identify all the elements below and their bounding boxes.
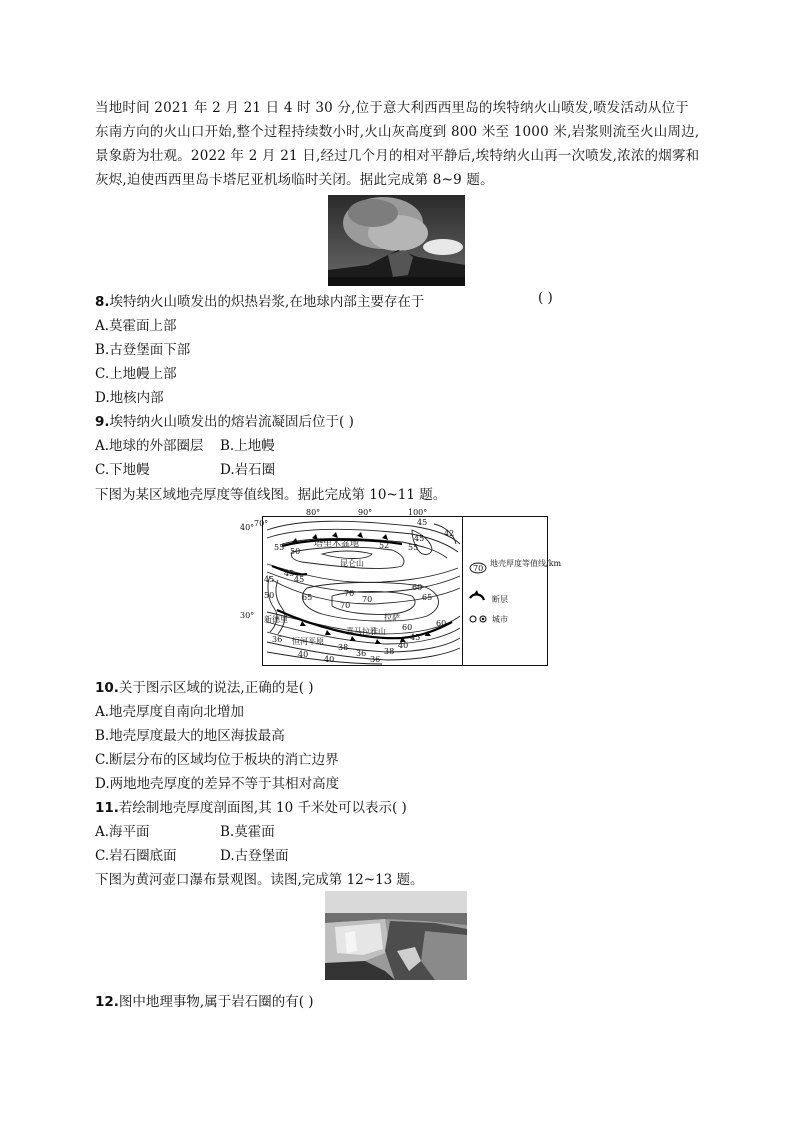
legend-fault-label: 断层: [492, 595, 508, 604]
question-10-text: 关于图示区域的说法,正确的是( ): [118, 680, 314, 696]
map-place-ganges: 恒河平原: [292, 637, 324, 646]
contour-value: 40: [398, 641, 409, 650]
question-9-option-c: C.下地幔: [95, 462, 150, 478]
question-9-option-b: B.上地幔: [220, 438, 275, 454]
contour-value: 38: [338, 643, 349, 652]
question-10-option-a: A.地壳厚度自南向北增加: [95, 704, 245, 720]
legend-city-label: 城市: [492, 615, 508, 624]
contour-value: 70: [340, 601, 351, 610]
map-lat-label: 40°: [240, 523, 255, 532]
question-11-option-c: C.岩石圈底面: [95, 848, 177, 864]
map-lon-label: 70°: [254, 519, 269, 528]
contour-value: 70: [344, 589, 355, 598]
question-11-text: 若绘制地壳厚度剖面图,其 10 千米处可以表示( ): [118, 800, 407, 816]
contour-value: 40: [324, 655, 335, 664]
intro-volcano-paragraph: 当地时间 2021 年 2 月 21 日 4 时 30 分,位于意大利西西里岛的埃特纳火山喷发,喷发活动从位于东南方向的火山口开始,整个过程持续数小时,火山灰高度到 800 米至 1000 米,岩浆则流至火山周边,景象蔚为壮观。2022 年 2 月 21 日,经过几个月的相对平静后,埃特纳火山再一次喷发,浓浓的烟雾和灰烬,迫使西西里岛卡塔尼亚机场临时关闭。据此完成第 8~9 题。: [95, 100, 700, 188]
contour-value: 36: [356, 649, 367, 658]
question-12-number: 12.: [95, 994, 119, 1010]
question-9-text: 埃特纳火山喷发出的熔岩流凝固后位于( ): [109, 414, 354, 430]
map-place-lhasa: 拉萨: [384, 613, 400, 622]
contour-value: 65: [422, 593, 433, 602]
contour-value: 60: [436, 619, 447, 628]
question-11-option-a: A.海平面: [95, 824, 150, 840]
contour-value: 45: [284, 569, 295, 578]
question-10-number: 10.: [95, 680, 119, 696]
contour-value: 52: [379, 541, 390, 550]
contour-value: 45: [264, 575, 275, 584]
map-place-newdelhi: 新德里: [264, 615, 288, 624]
contour-value: 60: [402, 623, 413, 632]
question-11-option-d: D.古登堡面: [220, 848, 289, 864]
question-10-option-d: D.两地地壳厚度的差异不等于其相对高度: [95, 776, 340, 792]
question-8-option-b: B.古登堡面下部: [95, 342, 191, 358]
volcano-eruption-photo: [328, 195, 465, 286]
contour-value: 70: [362, 595, 373, 604]
contour-value: 38: [384, 647, 395, 656]
legend-contour-value: 70: [473, 564, 484, 573]
legend-contour-label: 地壳厚度等值线/km: [490, 559, 562, 568]
contour-value: 45: [417, 518, 428, 527]
intro-crust-map: 下图为某区域地壳厚度等值线图。据此完成第 10~11 题。: [95, 487, 447, 503]
crust-thickness-contour-map: [240, 508, 562, 666]
question-8-text: 埃特纳火山喷发出的炽热岩浆,在地球内部主要存在于: [109, 294, 425, 310]
map-place-tarim: 塔里木盆地: [314, 539, 360, 549]
question-8-number: 8.: [95, 294, 110, 310]
question-12-text: 图中地理事物,属于岩石圈的有( ): [118, 994, 314, 1010]
question-8-answer-bracket: ( ): [538, 290, 553, 306]
question-11-number: 11.: [95, 800, 119, 816]
contour-value: 65: [302, 593, 313, 602]
map-lon-label: 80°: [306, 508, 321, 517]
intro-hukou-waterfall: 下图为黄河壶口瀑布景观图。读图,完成第 12~13 题。: [95, 872, 424, 888]
hukou-waterfall-photo: [325, 891, 467, 980]
map-lon-label: 100°: [408, 508, 428, 517]
question-8-option-a: A.莫霍面上部: [95, 318, 177, 334]
contour-value: 50: [290, 547, 301, 556]
question-9-option-d: D.岩石圈: [220, 462, 276, 478]
contour-value: 55: [274, 543, 285, 552]
question-11-option-b: B.莫霍面: [220, 824, 275, 840]
contour-value: 50: [264, 591, 275, 600]
question-8-option-d: D.地核内部: [95, 390, 164, 406]
contour-value: 40: [298, 650, 309, 659]
contour-value: 55: [408, 543, 419, 552]
question-10-option-c: C.断层分布的区域均位于板块的消亡边界: [95, 752, 339, 768]
question-9-option-a: A.地球的外部圈层: [95, 438, 204, 454]
contour-value: 45: [410, 633, 421, 642]
contour-value: 45: [294, 575, 305, 584]
map-place-kunlun: 昆仑山: [340, 559, 364, 568]
map-lat-label: 30°: [240, 611, 255, 620]
contour-value: 36: [370, 655, 381, 664]
question-11: [95, 796, 407, 816]
contour-value: 42: [444, 529, 455, 538]
map-place-himalaya: 喜马拉雅山: [346, 627, 386, 636]
question-8-option-c: C.上地幔上部: [95, 366, 177, 382]
question-10-option-b: B.地壳厚度最大的地区海拔最高: [95, 728, 285, 744]
question-10: [95, 676, 314, 696]
question-8: [95, 290, 424, 310]
question-12: [95, 990, 314, 1010]
contour-value: 60: [412, 583, 423, 592]
question-9-number: 9.: [95, 414, 110, 430]
question-9: [95, 410, 354, 430]
contour-value: 36: [272, 635, 283, 644]
map-lon-label: 90°: [358, 508, 373, 517]
contour-value: 45: [414, 534, 425, 543]
